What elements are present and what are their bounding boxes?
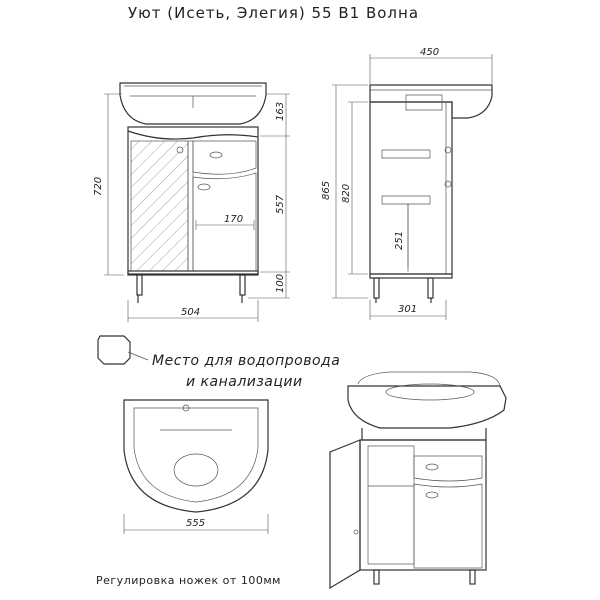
- leg: [137, 275, 142, 295]
- legend: [98, 336, 340, 390]
- dim-body-height: 557: [275, 194, 286, 214]
- iso-cabinet: [360, 440, 486, 570]
- dim-depth-bottom: 301: [398, 304, 418, 315]
- dim-depth-top: 450: [420, 47, 440, 58]
- iso-basin: [348, 386, 506, 428]
- front-drawer: [193, 141, 256, 174]
- side-view: [321, 47, 492, 320]
- dim-door-width: 170: [224, 214, 244, 225]
- side-cabinet: [370, 102, 452, 274]
- dim-top-width: 555: [186, 518, 206, 529]
- legend-line-2: и канализации: [186, 374, 303, 390]
- legend-line-1: Место для водопровода: [152, 353, 341, 369]
- dim-height-total: 865: [321, 180, 332, 200]
- dim-height-body: 820: [341, 183, 352, 203]
- top-view: [124, 400, 268, 534]
- dim-total-height: 720: [93, 176, 104, 196]
- footnote: Регулировка ножек от 100мм: [96, 574, 281, 587]
- drawing-title: Уют (Исеть, Элегия) 55 В1 Волна: [128, 4, 420, 22]
- isometric-view: [330, 372, 506, 588]
- leg: [240, 275, 245, 295]
- top-basin-outline: [124, 400, 268, 512]
- dim-top-part: 163: [275, 101, 286, 121]
- dim-width: 504: [181, 307, 201, 318]
- left-door-hatched: [131, 141, 188, 271]
- front-view: [93, 83, 290, 322]
- iso-open-door: [330, 440, 360, 588]
- dim-legs: 100: [275, 273, 286, 293]
- dim-pipe-height: 251: [394, 230, 405, 250]
